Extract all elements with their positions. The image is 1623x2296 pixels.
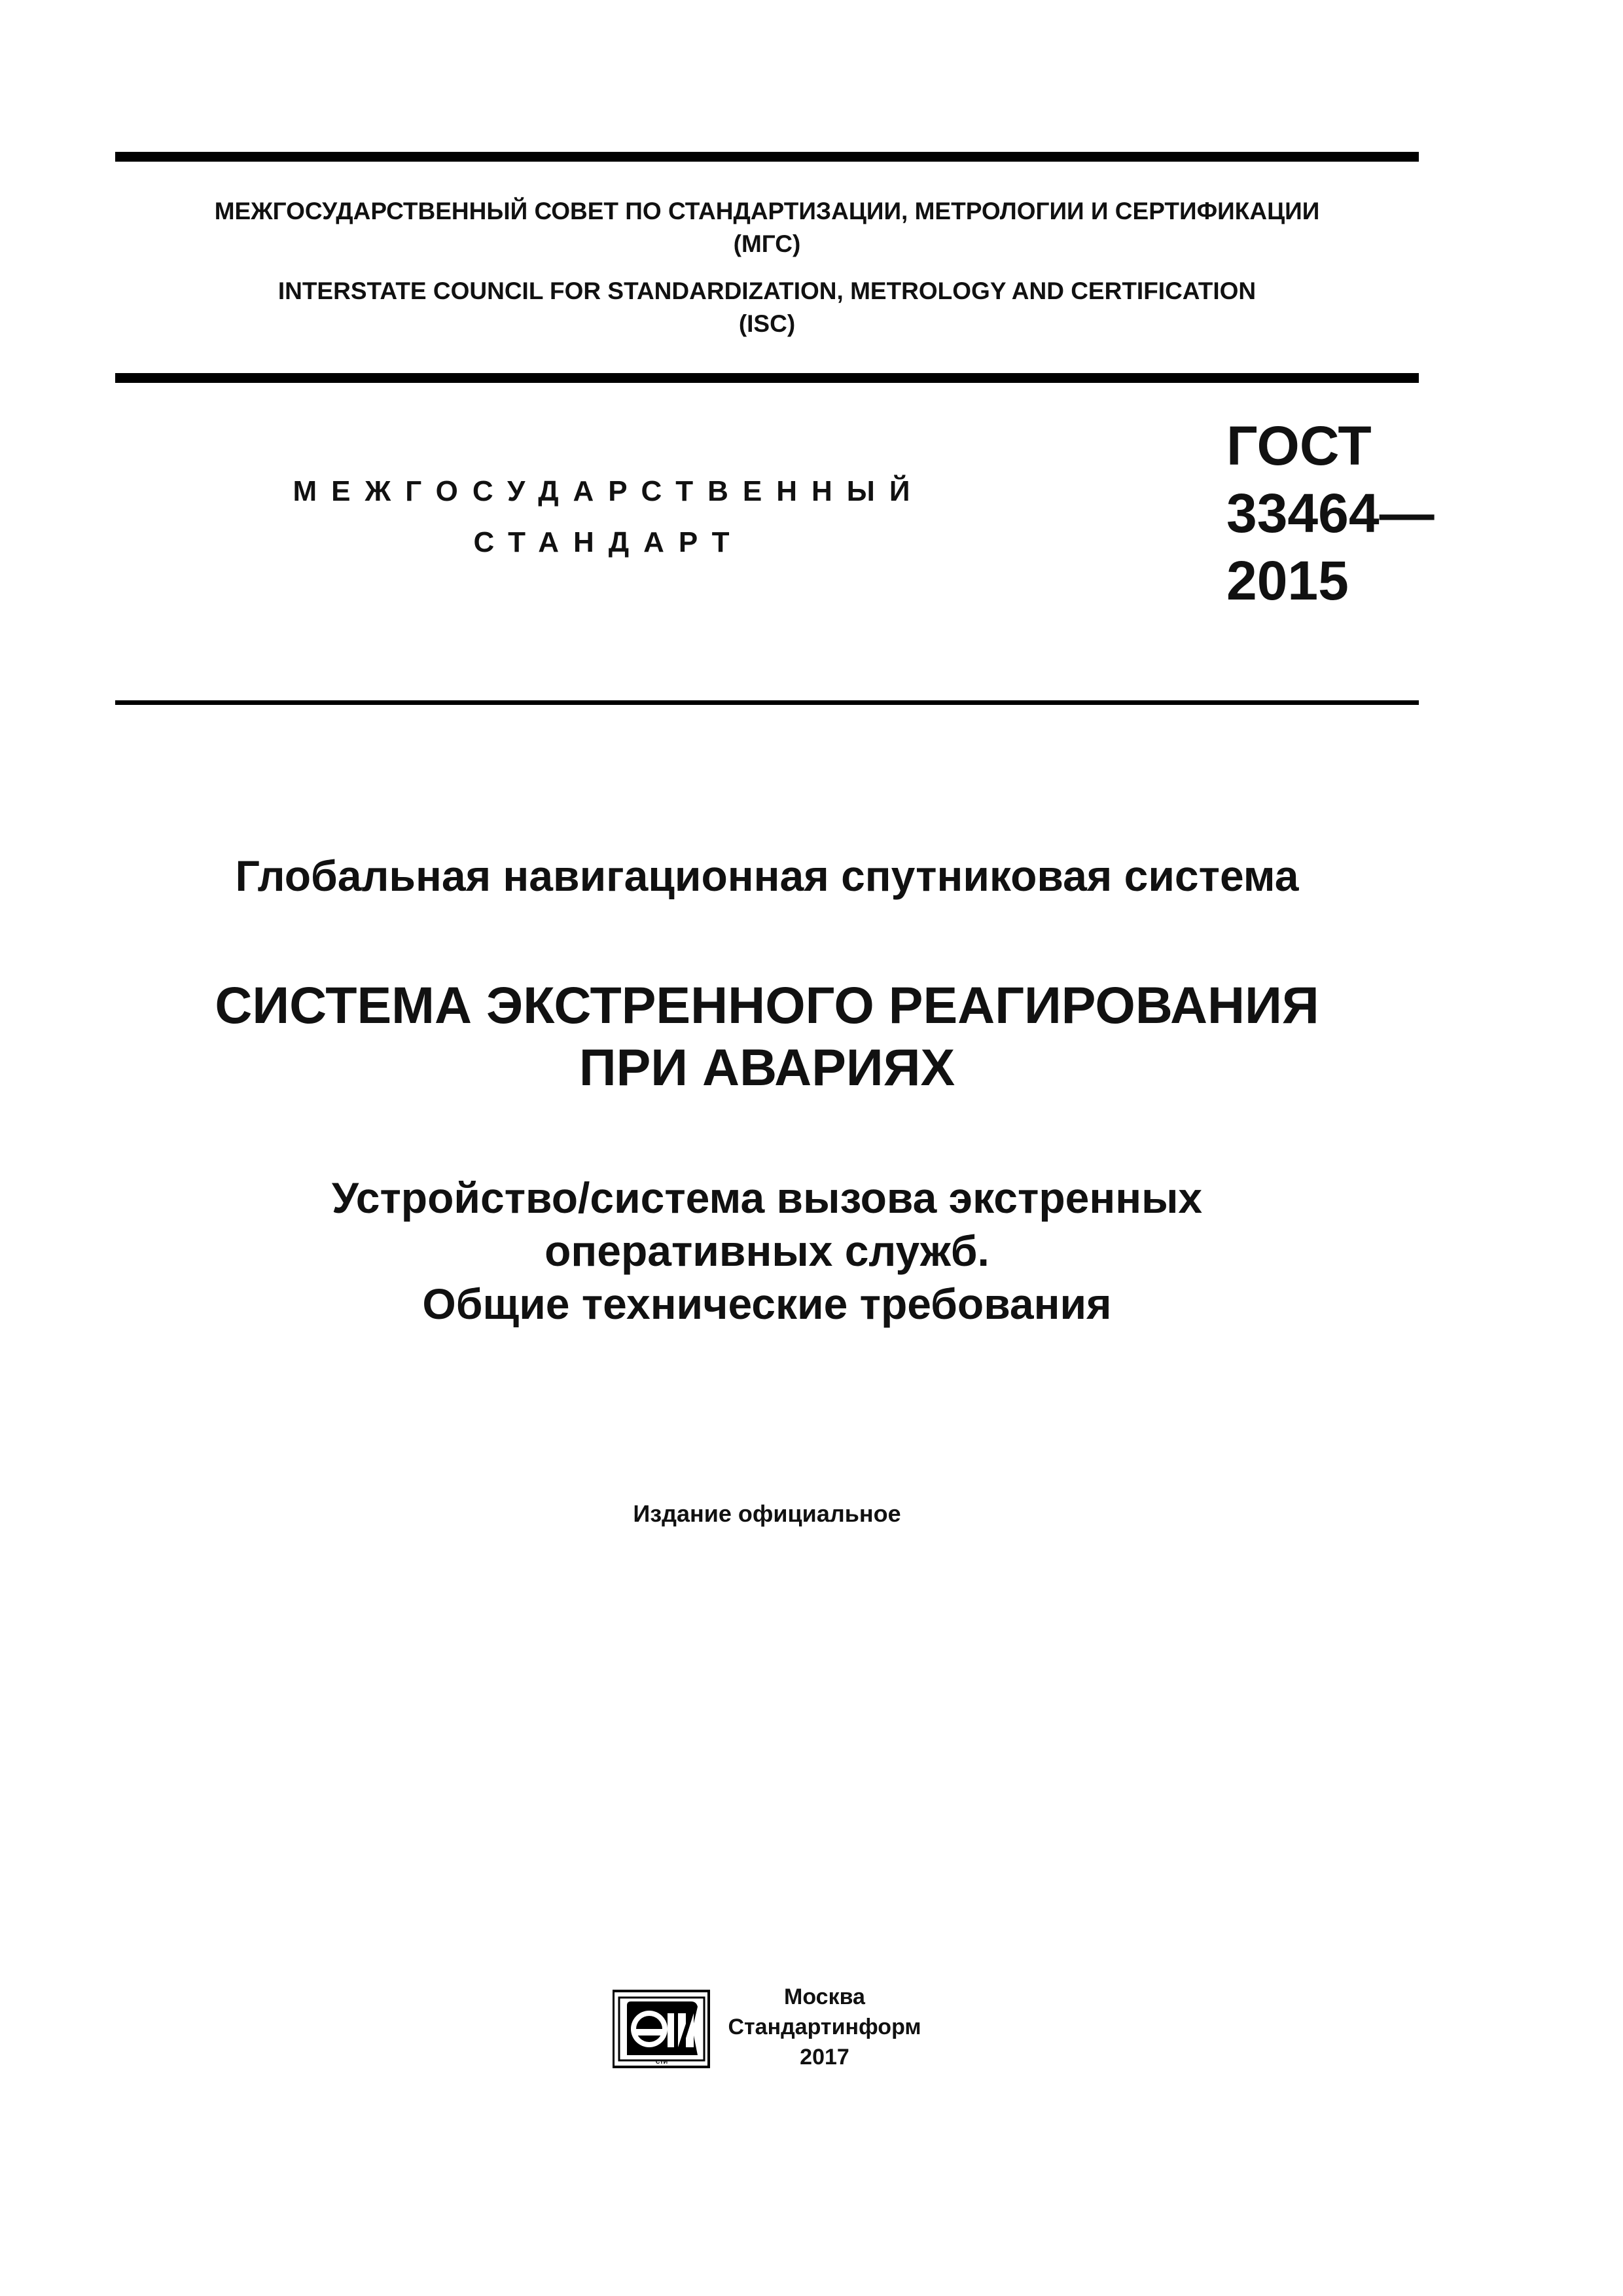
council-header — [115, 195, 1419, 260]
designation-gost: ГОСТ — [1226, 415, 1372, 476]
designation-number: 33464— — [1226, 482, 1435, 544]
top-rule — [115, 152, 1419, 162]
title-desc-line3: Общие технические требования — [422, 1280, 1112, 1328]
edition-label: Издание официальное — [633, 1500, 901, 1527]
publisher-info — [720, 1982, 929, 2072]
title-description — [115, 1172, 1419, 1331]
council-abbr-en: (ISC) — [738, 310, 796, 337]
standard-type — [281, 466, 936, 568]
standard-type-line1: МЕЖГОСУДАРСТВЕННЫЙ — [293, 475, 925, 507]
designation-year: 2015 — [1226, 550, 1349, 611]
council-name-ru: МЕЖГОСУДАРСТВЕННЫЙ СОВЕТ ПО СТАНДАРТИЗАЦИИ, МЕТРОЛОГИИ И СЕРТИФИКАЦИИ — [214, 198, 1320, 224]
standard-type-line2: СТАНДАРТ — [473, 526, 744, 558]
council-header-en — [115, 275, 1419, 340]
title-desc-line2: оперативных служб. — [544, 1227, 990, 1275]
title-main-line1: СИСТЕМА ЭКСТРЕННОГО РЕАГИРОВАНИЯ — [215, 976, 1319, 1034]
document-title — [115, 850, 1419, 902]
header-rule — [115, 373, 1419, 383]
main-title-block — [115, 974, 1419, 1098]
standard-designation — [1226, 412, 1435, 615]
council-name-en: INTERSTATE COUNCIL FOR STANDARDIZATION, METROLOGY AND CERTIFICATION — [277, 278, 1257, 304]
designation-rule — [115, 700, 1419, 705]
logo-text: СТИ — [655, 2058, 668, 2065]
title-subtitle: Глобальная навигационная спутниковая система — [235, 852, 1299, 900]
council-abbr-ru: (МГС) — [733, 230, 801, 257]
publisher-year: 2017 — [800, 2045, 849, 2070]
publisher-name: Стандартинформ — [728, 2015, 921, 2039]
title-main-line2: ПРИ АВАРИЯХ — [579, 1038, 955, 1096]
publisher-city: Москва — [784, 1984, 865, 2009]
title-desc-line1: Устройство/система вызова экстренных — [331, 1174, 1203, 1222]
standartinform-logo-icon — [613, 1990, 711, 2068]
